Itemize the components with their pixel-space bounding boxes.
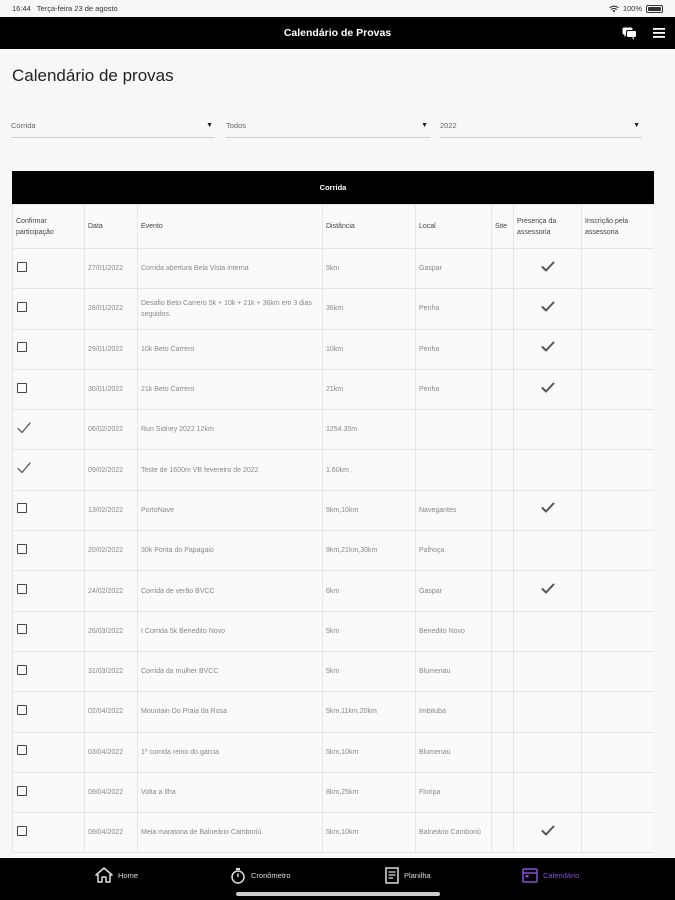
inscription-cell xyxy=(582,450,655,490)
local-cell xyxy=(416,410,492,450)
distance-cell: 9km,21km,30km xyxy=(323,531,416,571)
event-cell: 10k Beto Carrero xyxy=(138,329,323,369)
nav-calendar-label: Calendário xyxy=(543,870,580,880)
nav-spreadsheet-label: Planilha xyxy=(404,870,431,880)
presence-cell xyxy=(514,772,582,812)
confirm-checkbox[interactable] xyxy=(17,584,27,594)
inscription-cell xyxy=(582,571,655,611)
event-cell: Teste de 1600m VB fevereiro de 2022 xyxy=(138,450,323,490)
inscription-cell xyxy=(582,410,655,450)
site-cell xyxy=(492,450,514,490)
distance-cell: 5km xyxy=(323,249,416,289)
status-date: Terça-feira 23 de agosto xyxy=(36,4,118,13)
confirm-cell xyxy=(13,450,85,490)
confirm-checkbox[interactable] xyxy=(17,705,27,715)
site-cell xyxy=(492,369,514,409)
table-header-row xyxy=(13,205,655,249)
table-row xyxy=(13,692,655,732)
presence-cell xyxy=(514,450,582,490)
events-table-container[interactable] xyxy=(12,171,654,857)
battery-label: 100% xyxy=(622,4,642,13)
check-icon xyxy=(541,261,555,277)
confirm-checkbox[interactable] xyxy=(17,745,27,755)
date-cell: 13/02/2022 xyxy=(85,490,138,530)
local-cell: Blumenau xyxy=(416,732,492,772)
inscription-cell xyxy=(582,289,655,329)
calendar-icon xyxy=(522,867,538,883)
check-icon xyxy=(541,382,555,398)
table-row xyxy=(13,249,655,289)
confirm-cell xyxy=(13,571,85,611)
date-cell: 09/04/2022 xyxy=(85,813,138,853)
inscription-cell xyxy=(582,772,655,812)
col-header-distance: Distância xyxy=(323,205,416,249)
site-cell xyxy=(492,611,514,651)
confirm-checkbox[interactable] xyxy=(17,624,27,634)
check-icon xyxy=(541,825,555,841)
inscription-cell xyxy=(582,732,655,772)
inscription-cell xyxy=(582,369,655,409)
distance-cell: 5km xyxy=(323,611,416,651)
app-title: Calendário de Provas xyxy=(283,27,392,39)
home-icon xyxy=(95,867,113,883)
confirm-cell xyxy=(13,732,85,772)
nav-stopwatch[interactable] xyxy=(230,866,291,884)
presence-cell xyxy=(514,571,582,611)
confirm-cell xyxy=(13,249,85,289)
distance-cell: 10km xyxy=(323,329,416,369)
confirm-checkbox[interactable] xyxy=(17,544,27,554)
inscription-cell xyxy=(582,329,655,369)
presence-cell xyxy=(514,249,582,289)
presence-cell xyxy=(514,611,582,651)
event-cell: Run Sidney 2022 12km xyxy=(138,410,323,450)
table-row xyxy=(13,772,655,812)
chat-icon[interactable] xyxy=(622,27,637,40)
table-section-header xyxy=(12,171,654,204)
dropdown-arrow-icon: ▼ xyxy=(633,122,640,129)
battery-icon xyxy=(646,5,663,13)
site-cell xyxy=(492,732,514,772)
event-cell: Meia maratona de Balneário Camboriú xyxy=(138,813,323,853)
confirmed-check-icon[interactable] xyxy=(17,422,31,438)
confirm-checkbox[interactable] xyxy=(17,826,27,836)
check-icon xyxy=(541,583,555,599)
distance-cell: 5km,11km,20km xyxy=(323,692,416,732)
site-cell xyxy=(492,692,514,732)
distance-cell: 8km,25km xyxy=(323,772,416,812)
presence-cell xyxy=(514,651,582,691)
confirm-cell xyxy=(13,651,85,691)
date-cell: 06/02/2022 xyxy=(85,410,138,450)
nav-spreadsheet[interactable] xyxy=(385,866,431,884)
nav-home[interactable] xyxy=(95,866,138,884)
status-time: 16:44 xyxy=(12,4,31,13)
table-row xyxy=(13,611,655,651)
wifi-icon xyxy=(609,5,619,13)
site-cell xyxy=(492,329,514,369)
table-row xyxy=(13,289,655,329)
event-cell: PortoNave xyxy=(138,490,323,530)
table-row xyxy=(13,450,655,490)
event-cell: Corrida da mulher BVCC xyxy=(138,651,323,691)
local-cell: Gaspar xyxy=(416,249,492,289)
year-filter-select[interactable] xyxy=(440,114,642,138)
confirmed-check-icon[interactable] xyxy=(17,462,31,478)
check-icon xyxy=(541,301,555,317)
col-header-event: Evento xyxy=(138,205,323,249)
site-cell xyxy=(492,772,514,812)
confirm-cell xyxy=(13,410,85,450)
date-cell: 31/03/2022 xyxy=(85,651,138,691)
table-row xyxy=(13,329,655,369)
date-cell: 29/01/2022 xyxy=(85,329,138,369)
check-icon xyxy=(541,341,555,357)
presence-cell xyxy=(514,813,582,853)
presence-cell xyxy=(514,692,582,732)
presence-cell xyxy=(514,410,582,450)
local-cell: Floripa xyxy=(416,772,492,812)
year-filter-value: 2022 xyxy=(440,121,457,130)
distance-cell: 5km,10km xyxy=(323,490,416,530)
site-cell xyxy=(492,249,514,289)
local-cell: Blumenau xyxy=(416,651,492,691)
inscription-cell xyxy=(582,249,655,289)
site-cell xyxy=(492,289,514,329)
confirm-checkbox[interactable] xyxy=(17,262,27,272)
presence-cell xyxy=(514,369,582,409)
date-cell: 30/01/2022 xyxy=(85,369,138,409)
date-cell: 09/02/2022 xyxy=(85,450,138,490)
table-row xyxy=(13,813,655,853)
table-row xyxy=(13,651,655,691)
event-cell: Volta a Ilha xyxy=(138,772,323,812)
col-header-site: Site xyxy=(492,205,514,249)
event-cell: 30k Ponta do Papagaio xyxy=(138,531,323,571)
date-cell: 24/02/2022 xyxy=(85,571,138,611)
confirm-cell xyxy=(13,289,85,329)
event-cell: Desafio Beto Carrero 5k + 10k + 21k + 36km em 3 dias seguidos. xyxy=(138,289,323,329)
dropdown-arrow-icon: ▼ xyxy=(206,122,213,129)
presence-cell xyxy=(514,490,582,530)
local-cell: Benedito Novo xyxy=(416,611,492,651)
confirm-cell xyxy=(13,813,85,853)
date-cell: 02/04/2022 xyxy=(85,692,138,732)
type-filter-select[interactable] xyxy=(11,114,215,138)
col-header-date: Data xyxy=(85,205,138,249)
local-cell: Palhoça xyxy=(416,531,492,571)
site-cell xyxy=(492,410,514,450)
distance-cell: 1254.35m xyxy=(323,410,416,450)
confirm-checkbox[interactable] xyxy=(17,665,27,675)
nav-calendar[interactable] xyxy=(522,866,579,884)
presence-cell xyxy=(514,531,582,571)
local-cell xyxy=(416,450,492,490)
confirm-checkbox[interactable] xyxy=(17,383,27,393)
presence-cell xyxy=(514,329,582,369)
confirm-checkbox[interactable] xyxy=(17,342,27,352)
local-cell: Imbituba xyxy=(416,692,492,732)
event-cell: Mountain Do Praia da Rosa xyxy=(138,692,323,732)
nav-stopwatch-label: Cronômetro xyxy=(251,870,291,880)
confirm-cell xyxy=(13,490,85,530)
local-cell: Penha xyxy=(416,329,492,369)
local-cell: Balneário Camboriú xyxy=(416,813,492,853)
inscription-cell xyxy=(582,692,655,732)
col-header-confirm: Confirmar participação xyxy=(13,205,85,249)
inscription-cell xyxy=(582,531,655,571)
table-row xyxy=(13,369,655,409)
event-cell: I Corrida 5k Benedito Novo xyxy=(138,611,323,651)
table-row xyxy=(13,732,655,772)
col-header-presence: Presença da assessoria xyxy=(514,205,582,249)
site-cell xyxy=(492,531,514,571)
event-cell: 21k Beto Carrero xyxy=(138,369,323,409)
distance-cell: 36km xyxy=(323,289,416,329)
presence-cell xyxy=(514,289,582,329)
stopwatch-icon xyxy=(230,867,246,884)
event-cell: Corrida abertura Bela Vista interna xyxy=(138,249,323,289)
col-header-inscription: Inscrição pela assessoria xyxy=(582,205,655,249)
site-cell xyxy=(492,813,514,853)
event-cell: Corrida de verão BVCC xyxy=(138,571,323,611)
confirm-checkbox[interactable] xyxy=(17,302,27,312)
status-bar xyxy=(0,0,675,17)
inscription-cell xyxy=(582,490,655,530)
table-row xyxy=(13,490,655,530)
confirm-cell xyxy=(13,531,85,571)
site-cell xyxy=(492,571,514,611)
local-cell: Penha xyxy=(416,289,492,329)
site-cell xyxy=(492,490,514,530)
type-filter-value: Corrida xyxy=(11,121,36,130)
local-cell: Navegantes xyxy=(416,490,492,530)
local-cell: Gaspar xyxy=(416,571,492,611)
table-row xyxy=(13,531,655,571)
date-cell: 27/01/2022 xyxy=(85,249,138,289)
check-icon xyxy=(541,502,555,518)
confirm-cell xyxy=(13,611,85,651)
confirm-cell xyxy=(13,692,85,732)
presence-cell xyxy=(514,732,582,772)
app-bar xyxy=(0,17,675,49)
table-row xyxy=(13,571,655,611)
nav-home-label: Home xyxy=(118,870,139,880)
site-cell xyxy=(492,651,514,691)
spreadsheet-icon xyxy=(385,867,399,884)
events-table xyxy=(12,204,654,853)
inscription-cell xyxy=(582,651,655,691)
dropdown-arrow-icon: ▼ xyxy=(421,122,428,129)
status-filter-value: Todos xyxy=(226,121,247,130)
date-cell: 20/02/2022 xyxy=(85,531,138,571)
event-cell: 1º corrida reino do garcia xyxy=(138,732,323,772)
date-cell: 28/01/2022 xyxy=(85,289,138,329)
home-indicator[interactable] xyxy=(236,892,440,896)
distance-cell: 6km xyxy=(323,571,416,611)
date-cell: 26/03/2022 xyxy=(85,611,138,651)
distance-cell: 1.60km , xyxy=(323,450,416,490)
distance-cell: 5km,10km xyxy=(323,732,416,772)
distance-cell: 5km,10km xyxy=(323,813,416,853)
page-title: Calendário de provas xyxy=(12,66,174,85)
confirm-checkbox[interactable] xyxy=(17,503,27,513)
table-section-title: Corrida xyxy=(319,183,347,192)
distance-cell: 5km xyxy=(323,651,416,691)
distance-cell: 21km xyxy=(323,369,416,409)
confirm-checkbox[interactable] xyxy=(17,786,27,796)
inscription-cell xyxy=(582,813,655,853)
status-filter-select[interactable] xyxy=(226,114,430,138)
date-cell: 03/04/2022 xyxy=(85,732,138,772)
table-row xyxy=(13,410,655,450)
confirm-cell xyxy=(13,329,85,369)
confirm-cell xyxy=(13,772,85,812)
confirm-cell xyxy=(13,369,85,409)
col-header-local: Local xyxy=(416,205,492,249)
inscription-cell xyxy=(582,611,655,651)
date-cell: 09/04/2022 xyxy=(85,772,138,812)
menu-icon[interactable] xyxy=(653,28,665,38)
local-cell: Penha xyxy=(416,369,492,409)
